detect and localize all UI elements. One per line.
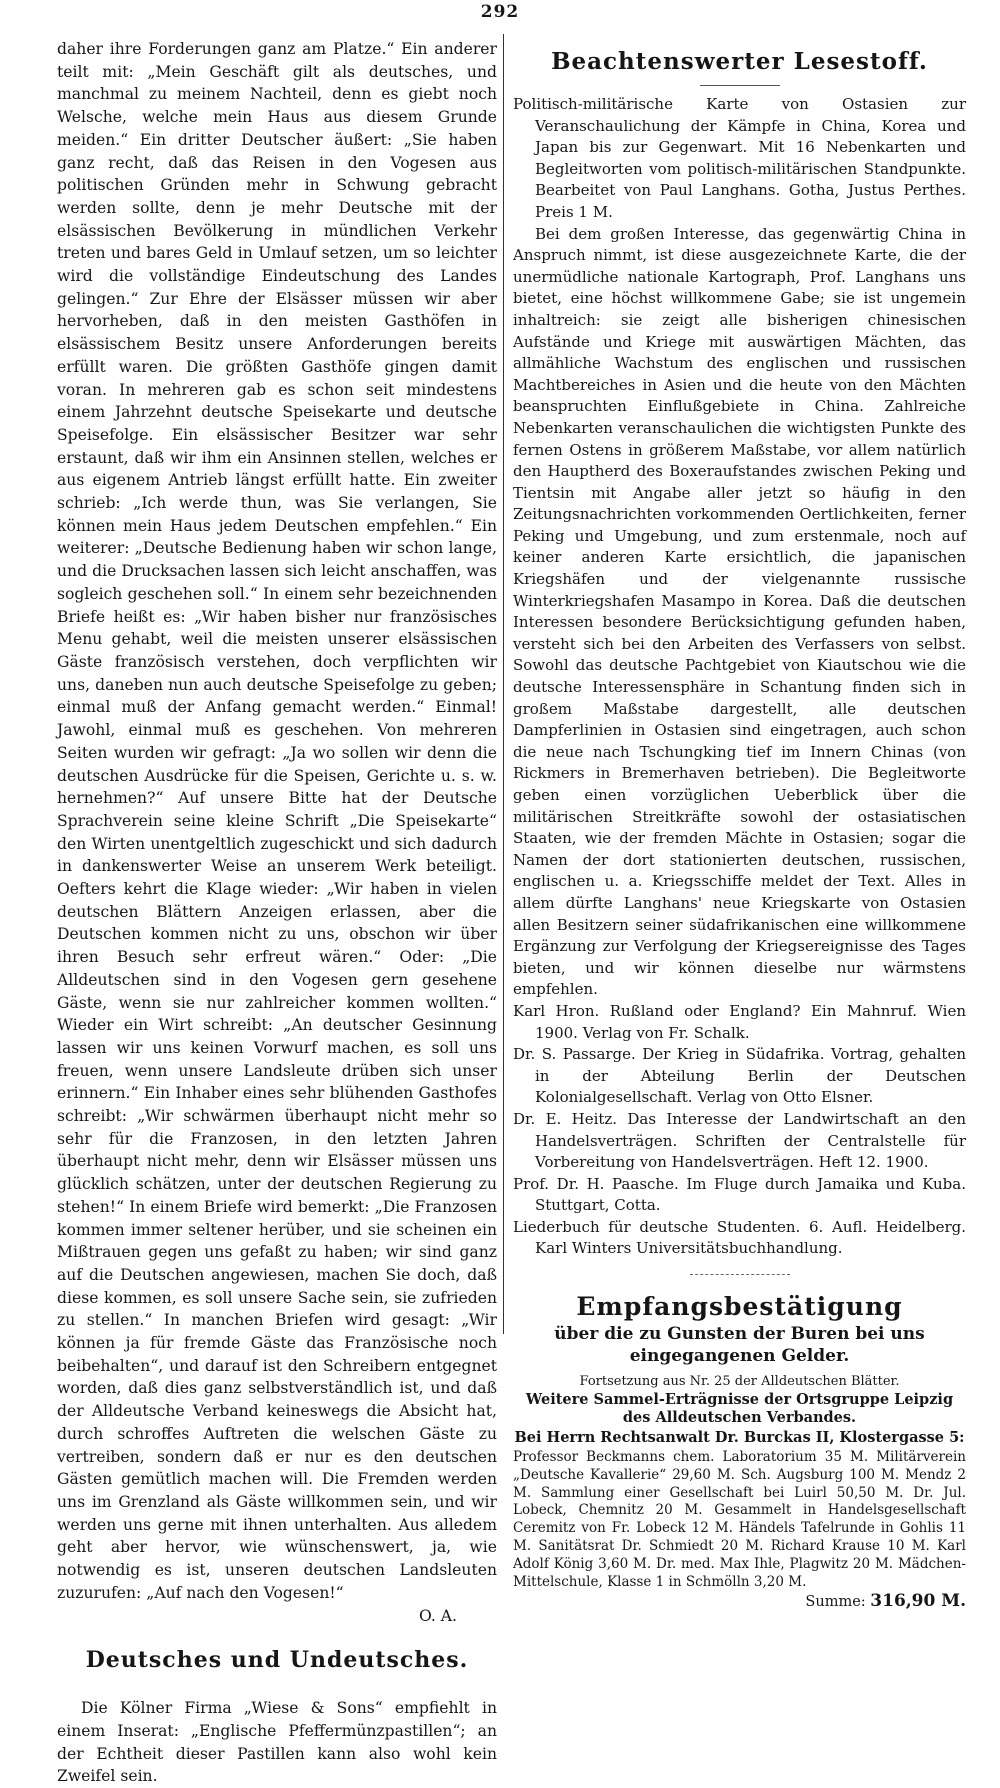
reading-item-hron: Karl Hron. Rußland oder England? Ein Mahnruf. Wien 1900. Verlag von Fr. Schalk.	[513, 1001, 966, 1042]
receipt-title: Empfangsbestätigung	[576, 1292, 903, 1322]
reading-item-karte: Politisch-militärische Karte von Ostasien zur Veranschaulichung der Kämpfe in China, Korea und Japan bis zur Gegenwart. Mit 16 Nebenkarten und Begleitworten vom politisch-militärischen Standpunkte. Bearbeitet von Paul Langhans. Gotha, Justus Perthes. Preis 1 M.	[513, 95, 966, 221]
reading-item-heitz: Dr. E. Heitz. Das Interesse der Landwirtschaft an den Handelsverträgen. Schriften der Centralstelle für Vorbereitung von Handelsverträgen. Heft 12. 1900.	[513, 1109, 966, 1172]
section-rule-dashed	[690, 1274, 790, 1275]
reading-item-liederbuch: Liederbuch für deutsche Studenten. 6. Aufl. Heidelberg. Karl Winters Universitätsbuchhandlung.	[513, 1217, 966, 1258]
continuation-note: Fortsetzung aus Nr. 25 der Alldeutschen Blätter.	[579, 1374, 900, 1390]
donation-list: Professor Beckmanns chem. Laboratorium 35 M. Militärverein „Deutsche Kavallerie“ 29,60 M. Sch. Augsburg 100 M. Mendz 2 M. Sammlung einer Gesellschaft bei Luirl 50,50 M. Dr. Jul. Lobeck, Chemnitz 20 M. Gesammelt in Handelsgesellschaft Ceremitz von Fr. Lobeck 12 M. Händels Tafelrunde in Gohlis 11 M. Sanitätsrat Dr. Schmiedt 20 M. Richard Krause 10 M. Karl Adolf König 3,60 M. Dr. med. Max Ihle, Plagwitz 20 M. Mädchen-Mittelschule, Klasse 1 in Schmölln 3,20 M.	[513, 1449, 966, 1590]
receipt-subtitle-2: eingegangenen Gelder.	[629, 1346, 850, 1367]
collector-line: Bei Herrn Rechtsanwalt Dr. Burckas II, Klostergasse 5:	[514, 1429, 965, 1447]
right-column	[513, 38, 966, 1612]
article-signature: O. A.	[418, 1606, 457, 1625]
sum-value: 316,90 M.	[870, 1591, 966, 1612]
column-divider	[503, 34, 504, 1334]
reading-item-paasche: Prof. Dr. H. Paasche. Im Fluge durch Jamaika und Kuba. Stuttgart, Cotta.	[513, 1174, 966, 1215]
donation-sum	[513, 1591, 966, 1612]
section-title-deutsches: Deutsches und Undeutsches.	[85, 1647, 469, 1674]
left-column	[57, 38, 497, 1788]
page-number: 292	[480, 2, 520, 22]
article-paragraph: daher ihre Forderungen ganz am Platze.“ Ein anderer teilt mit: „Mein Geschäft gilt als deutsches, und manchmal zu meinem Nachteil, denn es giebt noch Welsche, welche mein Haus aus diesem Grunde meiden.“ Ein dritter Deutscher äußert: „Sie haben ganz recht, daß das Reisen in den Vogesen aus politischen Gründen mehr in Schwung gebracht werden sollte, denn je mehr Deutsche mit der elsässischen Bevölkerung in mündlichen Verkehr treten und bares Geld in Umlauf setzen, um so leichter wird die vollständige Eindeutschung des Landes gelingen.“ Zur Ehre der Elsässer müssen wir aber hervorheben, daß in den meisten Gasthöfen in elsässischem Besitz unsere Anforderungen bereits erfüllt waren. Die größten Gasthöfe gingen damit voran. In mehreren gab es schon seit mindestens einem Jahrzehnt deutsche Speisekarte und deutsche Speisefolge. Ein elsässischer Besitzer war sehr erstaunt, daß wir ihm ein Ansinnen stellen, welches er aus eigenem Antrieb längst erfüllt hatte. Ein zweiter schrieb: „Ich werde thun, was Sie verlangen, Sie können mein Haus jedem Deutschen empfehlen.“ Ein weiterer: „Deutsche Bedienung haben wir schon lange, und die Drucksachen lassen sich leicht anschaffen, was sogleich geschehen soll.“ In einem sehr bezeichnenden Briefe heißt es: „Wir haben bisher nur französisches Menu gehabt, weil die meisten unserer elsässischen Gäste französisch verstehen, doch verpflichten wir uns, daneben nun auch deutsche Speisefolge zu geben; einmal muß der Anfang gemacht werden.“ Einmal! Jawohl, einmal muß es geschehen. Von mehreren Seiten wurden wir gefragt: „Ja wo sollen wir denn die deutschen Ausdrücke für die Speisen, Gerichte u. s. w. hernehmen?“ Auf unsere Bitte hat der Deutsche Sprachverein seine kleine Schrift „Die Speisekarte“ den Wirten unentgeltlich zugeschickt und sich dadurch in dankenswerter Weise an unserem Werk beteiligt. Oefters kehrt die Klage wieder: „Wir haben in vielen deutschen Blättern Anzeigen erlassen, aber die Deutschen kommen nicht zu uns, obschon wir über ihren Besuch sehr erfreut wären.“ Oder: „Die Alldeutschen sind in den Vogesen gern gesehene Gäste, wenn sie nur zahlreicher kommen wollten.“ Wieder ein Wirt schreibt: „An deutscher Gesinnung lassen wir uns keinen Vorwurf machen, es soll uns freuen, wenn unsere Landsleute drüben sich unser erinnern.“ Ein Inhaber eines sehr blühenden Gasthofes schreibt: „Wir schwärmen überhaupt nicht mehr so sehr für die Franzosen, in den letzten Jahren überhaupt nicht mehr, denn wir Elsässer müssen uns glücklich schätzen, unter der deutschen Regierung zu stehen!“ In einem Briefe wird bemerkt: „Die Franzosen kommen immer seltener herüber, und sie scheinen ein Mißtrauen gegen uns gefaßt zu haben; wir sind ganz auf die Deutschen angewiesen, machen Sie doch, daß diese kommen, es soll unsere Sache sein, sie zufrieden zu stellen.“ In manchen Briefen wird gesagt: „Wir können ja für fremde Gäste das Französische noch beibehalten“, und darauf ist den Schreibern entgegnet worden, daß dies ganz selbstverständlich ist, und daß der Alldeutsche Verband keineswegs die Absicht hat, durch schroffes Auftreten die welschen Gäste zu vertreiben, sondern daß er nur es den deutschen Gästen gemütlich machen will. Die Fremden werden uns im Grenzland als Gäste willkommen sein, und wir werden uns gerne mit ihnen unterhalten. Aus alledem geht aber hervor, wie wünschenswert, ja, wie notwendig es ist, unseren deutschen Landsleuten zuzurufen: „Auf nach den Vogesen!“	[57, 40, 497, 1602]
reading-list	[513, 94, 966, 1260]
section-rule	[700, 85, 780, 86]
receipt-subtitle-1: über die zu Gunsten der Buren bei uns	[554, 1324, 925, 1345]
article-paragraph-2: Die Kölner Firma „Wiese & Sons“ empfiehlt in einem Inserat: „Englische Pfeffermünzpastillen“; an der Echtheit dieser Pastillen kann also wohl kein Zweifel sein.	[57, 1699, 497, 1786]
section-title-lesestoff: Beachtenswerter Lesestoff.	[551, 48, 928, 75]
reading-item-description: Bei dem großen Interesse, das gegenwärtig China in Anspruch nimmt, ist diese ausgezeichnete Karte, die der unermüdliche nationale Kartograph, Prof. Langhans uns bietet, eine höchst willkommene Gabe; sie ist ungemein inhaltreich: sie zeigt alle bisherigen chinesischen Aufstände und Kriege mit auswärtigen Mächten, das allmähliche Wachstum des englischen und russischen Machtbereiches in Asien und die heute von den Mächten beanspruchten Einflußgebiete in China. Zahlreiche Nebenkarten veranschaulichen die wichtigsten Punkte des fernen Ostens in größerem Maßstabe, vor allem natürlich den Hauptherd des Boxeraufstandes zwischen Peking und Tientsin mit Angabe aller jetzt so häufig in den Zeitungsnachrichten vorkommenden Oertlichkeiten, ferner Peking und Umgebung, und zum erstenmale, noch auf keiner anderen Karte ersichtlich, die japanischen Kriegshäfen und der vielgenannte russische Winterkriegshafen Masampo in Korea. Daß die deutschen Interessen besondere Berücksichtigung gefunden haben, versteht sich bei den Arbeiten des Verfassers von selbst. Sowohl das deutsche Pachtgebiet von Kiautschou wie die deutsche Interessensphäre in Schantung finden sich in großem Maßstabe dargestellt, alle deutschen Dampferlinien in Ostasien sind eingetragen, auch schon die neue nach Tschungking tief im Innern Chinas (von Rickmers in Bremerhaven betrieben). Die Begleitworte geben einen vorzüglichen Ueberblick über die militärischen Streitkräfte sowohl der ostasiatischen Staaten, wie der fremden Mächte in Ostasien; sogar die Namen der dort stationierten deutschen, russischen, englischen u. a. Kriegsschiffe meldet der Text. Alles in allem dürfte Langhans' neue Kriegskarte von Ostasien allen Besitzern seiner südafrikanischen eine willkommene Ergänzung zur Verfolgung der Kriegsereignisse des Tages bieten, und wir können dieselbe nur wärmstens empfehlen.	[513, 224, 966, 999]
reading-item-passarge: Dr. S. Passarge. Der Krieg in Südafrika. Vortrag, gehalten in der Abteilung Berlin der Deutschen Kolonialgesellschaft. Verlag von Otto Elsner.	[513, 1045, 966, 1107]
collection-heading: Weitere Sammel-Erträgnisse der Ortsgruppe Leipzig des Alldeutschen Verbandes.	[525, 1391, 954, 1427]
sum-label: Summe:	[805, 1594, 866, 1611]
